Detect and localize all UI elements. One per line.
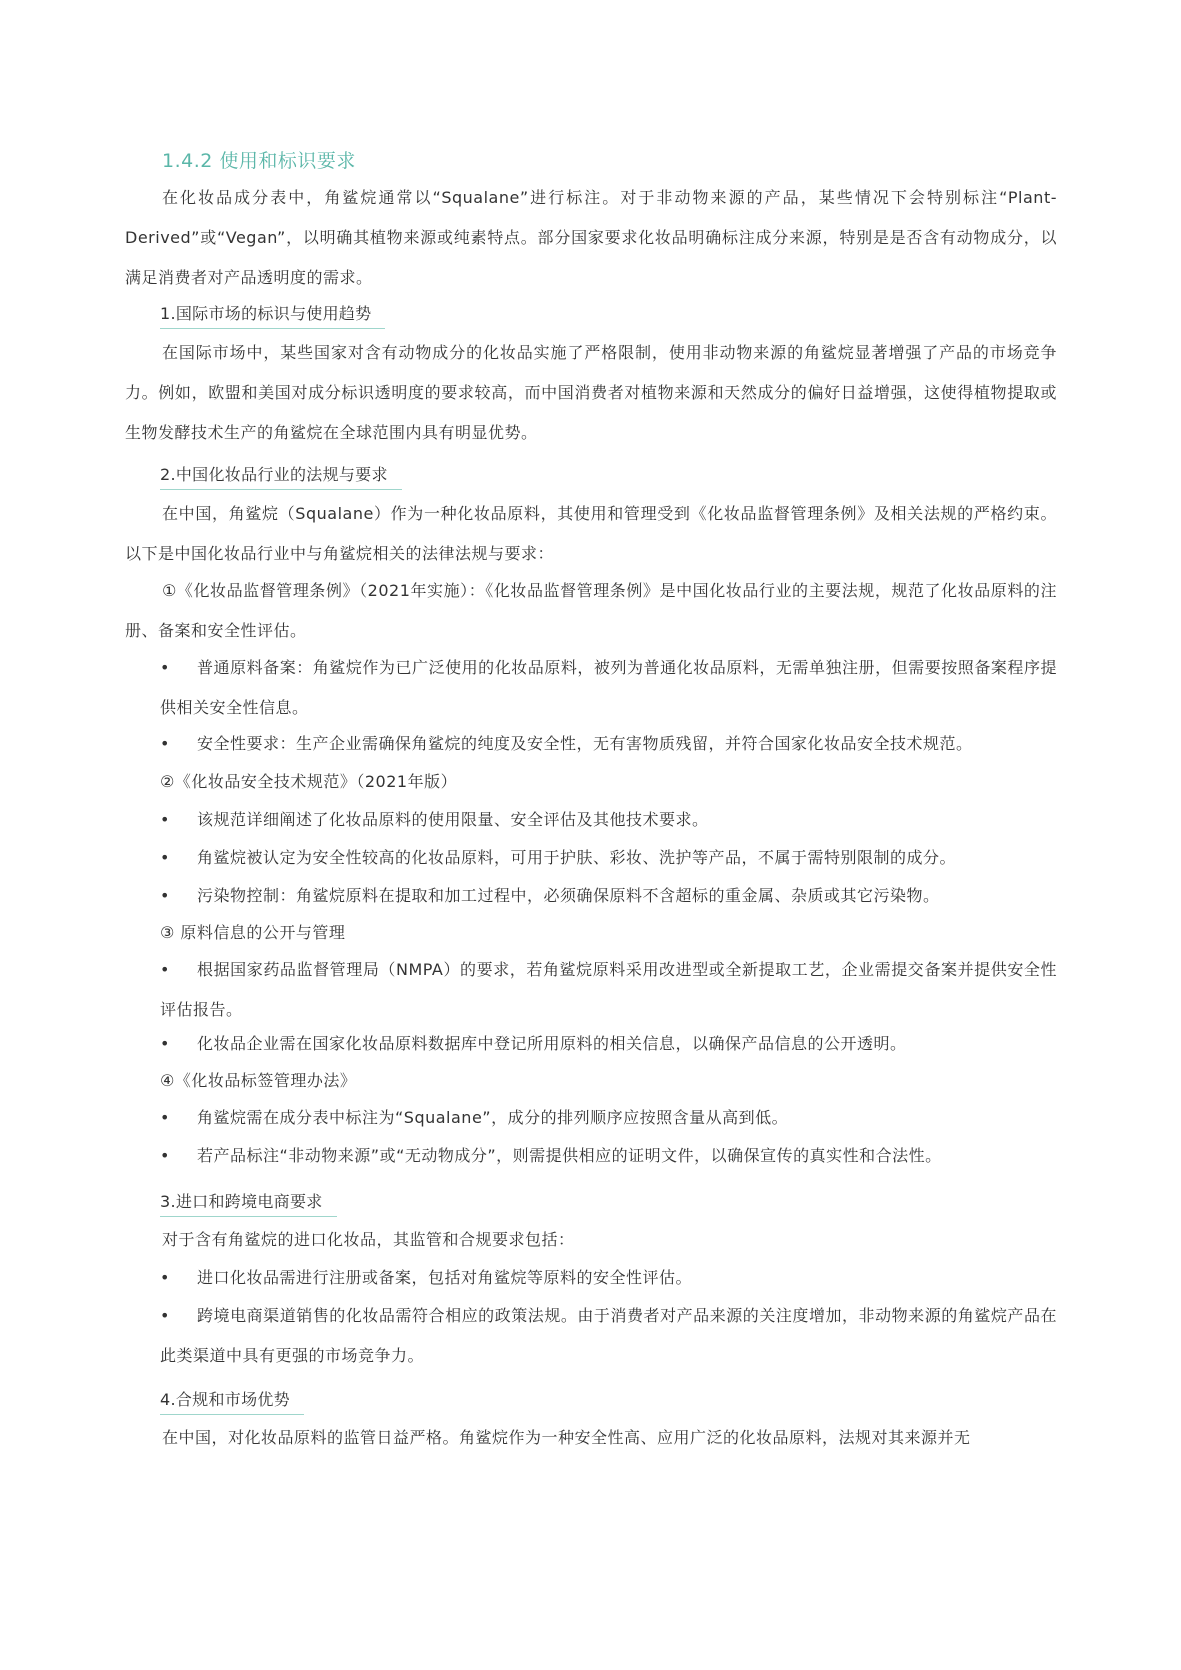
- china-regulations-paragraph: 在中国，角鲨烷（Squalane）作为一种化妆品原料，其使用和管理受到《化妆品监督管理条例》及相关法规的严格约束。以下是中国化妆品行业中与角鲨烷相关的法律法规与要求：: [125, 504, 1057, 563]
- bullet-icon: •: [160, 960, 170, 979]
- bullet-icon: •: [160, 1034, 170, 1053]
- list-item: • 根据国家药品监督管理局（NMPA）的要求，若角鲨烷原料采用改进型或全新提取工艺，企业需提交备案并提供安全性评估报告。: [160, 950, 1057, 1030]
- bullet-icon: •: [160, 734, 170, 753]
- list-item: • 若产品标注“非动物来源”或“无动物成分”，则需提供相应的证明文件，以确保宣传的真实性和合法性。: [160, 1136, 1057, 1176]
- regulation-item-4: ④《化妆品标签管理办法》: [160, 1071, 357, 1090]
- subheading-compliance-advantage: 4.合规和市场优势: [160, 1386, 304, 1415]
- bullet-icon: •: [160, 1108, 170, 1127]
- bullet-icon: •: [160, 810, 170, 829]
- import-cross-border-paragraph: 对于含有角鲨烷的进口化妆品，其监管和合规要求包括：: [162, 1230, 575, 1249]
- list-item: • 安全性要求：生产企业需确保角鲨烷的纯度及安全性，无有害物质残留，并符合国家化妆品安全技术规范。: [160, 724, 1057, 764]
- list-item: • 该规范详细阐述了化妆品原料的使用限量、安全评估及其他技术要求。: [160, 800, 1057, 840]
- list-item: • 进口化妆品需进行注册或备案，包括对角鲨烷等原料的安全性评估。: [160, 1258, 1057, 1298]
- bullet-icon: •: [160, 1146, 170, 1165]
- list-item: • 污染物控制：角鲨烷原料在提取和加工过程中，必须确保原料不含超标的重金属、杂质或其它污染物。: [160, 876, 1057, 916]
- bullet-icon: •: [160, 658, 170, 677]
- subheading-import-cross-border: 3.进口和跨境电商要求: [160, 1188, 337, 1217]
- list-item: • 角鲨烷需在成分表中标注为“Squalane”，成分的排列顺序应按照含量从高到低。: [160, 1098, 1057, 1138]
- list-item: • 角鲨烷被认定为安全性较高的化妆品原料，可用于护肤、彩妆、洗护等产品，不属于需特别限制的成分。: [160, 838, 1057, 878]
- regulation-item-2: ②《化妆品安全技术规范》（2021年版）: [160, 772, 458, 791]
- compliance-advantage-paragraph: 在中国，对化妆品原料的监管日益严格。角鲨烷作为一种安全性高、应用广泛的化妆品原料，法规对其来源并无: [162, 1428, 971, 1447]
- section-title: 1.4.2 使用和标识要求: [162, 150, 356, 172]
- list-item: • 化妆品企业需在国家化妆品原料数据库中登记所用原料的相关信息，以确保产品信息的公开透明。: [160, 1024, 1057, 1064]
- list-item: • 跨境电商渠道销售的化妆品需符合相应的政策法规。由于消费者对产品来源的关注度增加，非动物来源的角鲨烷产品在此类渠道中具有更强的市场竞争力。: [160, 1296, 1057, 1376]
- bullet-icon: •: [160, 886, 170, 905]
- bullet-icon: •: [160, 1268, 170, 1287]
- regulation-item-3: ③ 原料信息的公开与管理: [160, 923, 346, 942]
- list-item: • 普通原料备案：角鲨烷作为已广泛使用的化妆品原料，被列为普通化妆品原料，无需单独注册，但需要按照备案程序提供相关安全性信息。: [160, 648, 1057, 728]
- bullet-icon: •: [160, 848, 170, 867]
- subheading-china-regulations: 2.中国化妆品行业的法规与要求: [160, 461, 402, 490]
- regulation-item-1: ①《化妆品监督管理条例》（2021年实施）：《化妆品监督管理条例》是中国化妆品行业的主要法规，规范了化妆品原料的注册、备案和安全性评估。: [125, 581, 1057, 640]
- bullet-icon: •: [160, 1306, 170, 1325]
- subheading-international-market: 1.国际市场的标识与使用趋势: [160, 300, 385, 329]
- intro-paragraph: 在化妆品成分表中，角鲨烷通常以“Squalane”进行标注。对于非动物来源的产品，某些情况下会特别标注“Plant-Derived”或“Vegan”，以明确其植物来源或纯素特点。部分国家要求化妆品明确标注成分来源，特别是是否含有动物成分，以满足消费者对产品透明度的需求。: [125, 188, 1057, 287]
- international-market-paragraph: 在国际市场中，某些国家对含有动物成分的化妆品实施了严格限制，使用非动物来源的角鲨烷显著增强了产品的市场竞争力。例如，欧盟和美国对成分标识透明度的要求较高，而中国消费者对植物来源和天然成分的偏好日益增强，这使得植物提取或生物发酵技术生产的角鲨烷在全球范围内具有明显优势。: [125, 343, 1057, 442]
